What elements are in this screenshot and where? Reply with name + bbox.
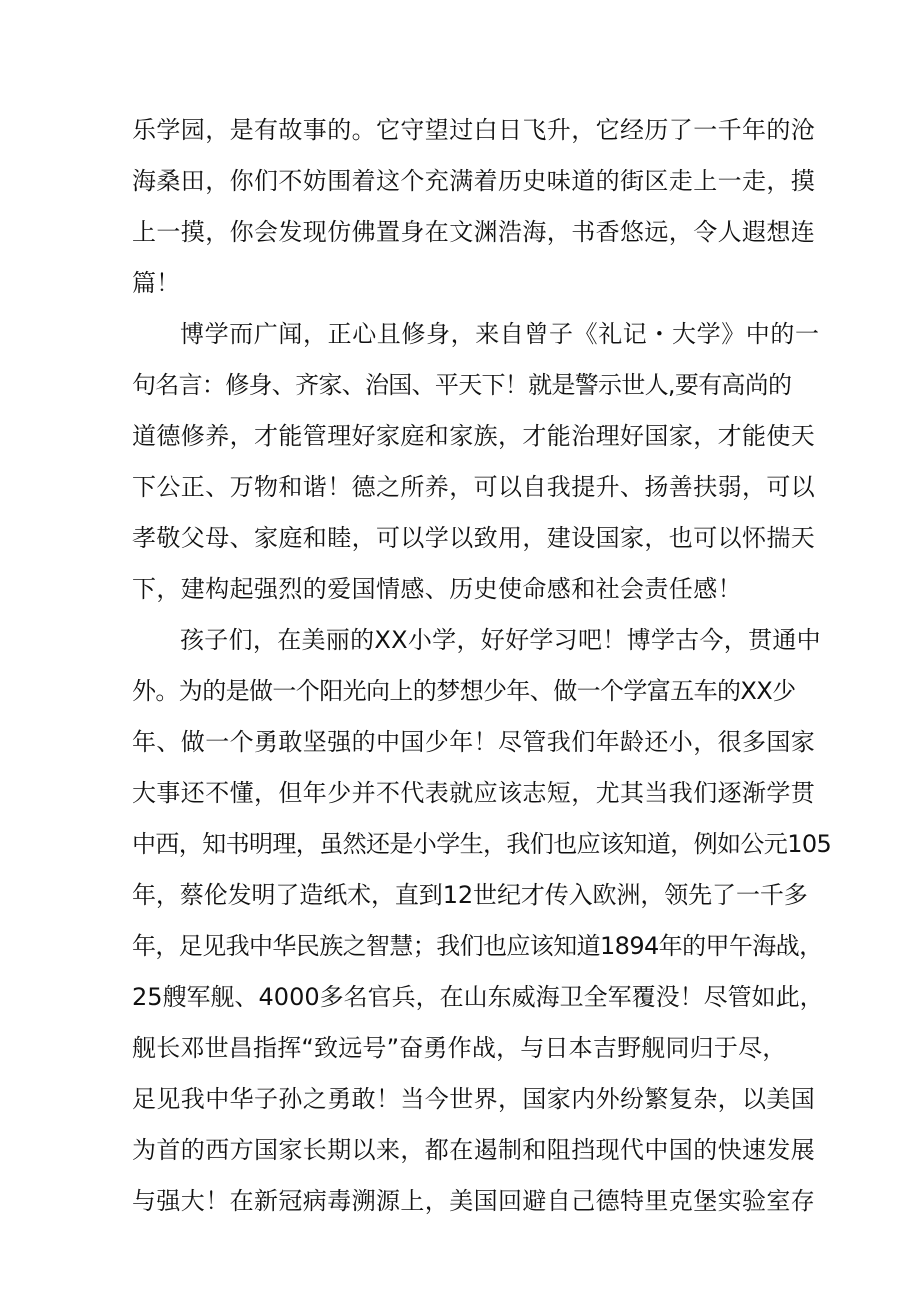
text-line: 年、做一个勇敢坚强的中国少年！尽管我们年龄还小，很多国家 <box>132 728 816 756</box>
text-line: 下公正、万物和谐！德之所养，可以自我提升、扬善扶弱，可以 <box>132 473 816 501</box>
text-line: 乐学园，是有故事的。它守望过白日飞升，它经历了一千年的沧 <box>132 116 816 144</box>
text-line: 足见我中华子孙之勇敢！当今世界，国家内外纷繁复杂，以美国 <box>132 1085 816 1113</box>
text-line: 25艘军舰、4000多名官兵，在山东威海卫全军覆没！尽管如此， <box>132 983 824 1011</box>
text-line: 外。为的是做一个阳光向上的梦想少年、做一个学富五车的XX少 <box>132 677 796 705</box>
text-line: 中西，知书明理，虽然还是小学生，我们也应该知道，例如公元105 <box>132 830 832 858</box>
text-line: 上一摸，你会发现仿佛置身在文渊浩海，书香悠远，令人遐想连 <box>132 218 816 246</box>
text-line: 海桑田，你们不妨围着这个充满着历史味道的街区走上一走，摸 <box>132 167 816 195</box>
text-line: 为首的西方国家长期以来，都在遏制和阻挡现代中国的快速发展 <box>132 1136 816 1164</box>
text-line: 大事还不懂，但年少并不代表就应该志短，尤其当我们逐渐学贯 <box>132 779 816 807</box>
text-line: 下，建构起强烈的爱国情感、历史使命感和社会责任感！ <box>132 575 742 603</box>
text-line: 舰长邓世昌指挥“致远号”奋勇作战，与日本吉野舰同归于尽， <box>132 1034 787 1062</box>
text-line: 道德修养，才能管理好家庭和家族，才能治理好国家，才能使天 <box>132 422 816 450</box>
text-line: 年，足见我中华民族之智慧；我们也应该知道1894年的甲午海战， <box>132 932 823 960</box>
text-line: 篇！ <box>132 269 180 297</box>
text-line: 博学而广闻，正心且修身，来自曾子《礼记・大学》中的一 <box>180 320 820 348</box>
text-line: 句名言：修身、齐家、治国、平天下！就是警示世人,要有高尚的 <box>132 371 792 399</box>
text-line: 孝敬父母、家庭和睦，可以学以致用，建设国家，也可以怀揣天 <box>132 524 816 552</box>
text-line: 年，蔡伦发明了造纸术，直到12世纪才传入欧洲，领先了一千多 <box>132 881 808 909</box>
text-line: 孩子们，在美丽的XX小学，好好学习吧！博学古今，贯通中 <box>180 626 821 654</box>
text-line: 与强大！在新冠病毒溯源上，美国回避自己德特里克堡实验室存 <box>132 1187 816 1215</box>
